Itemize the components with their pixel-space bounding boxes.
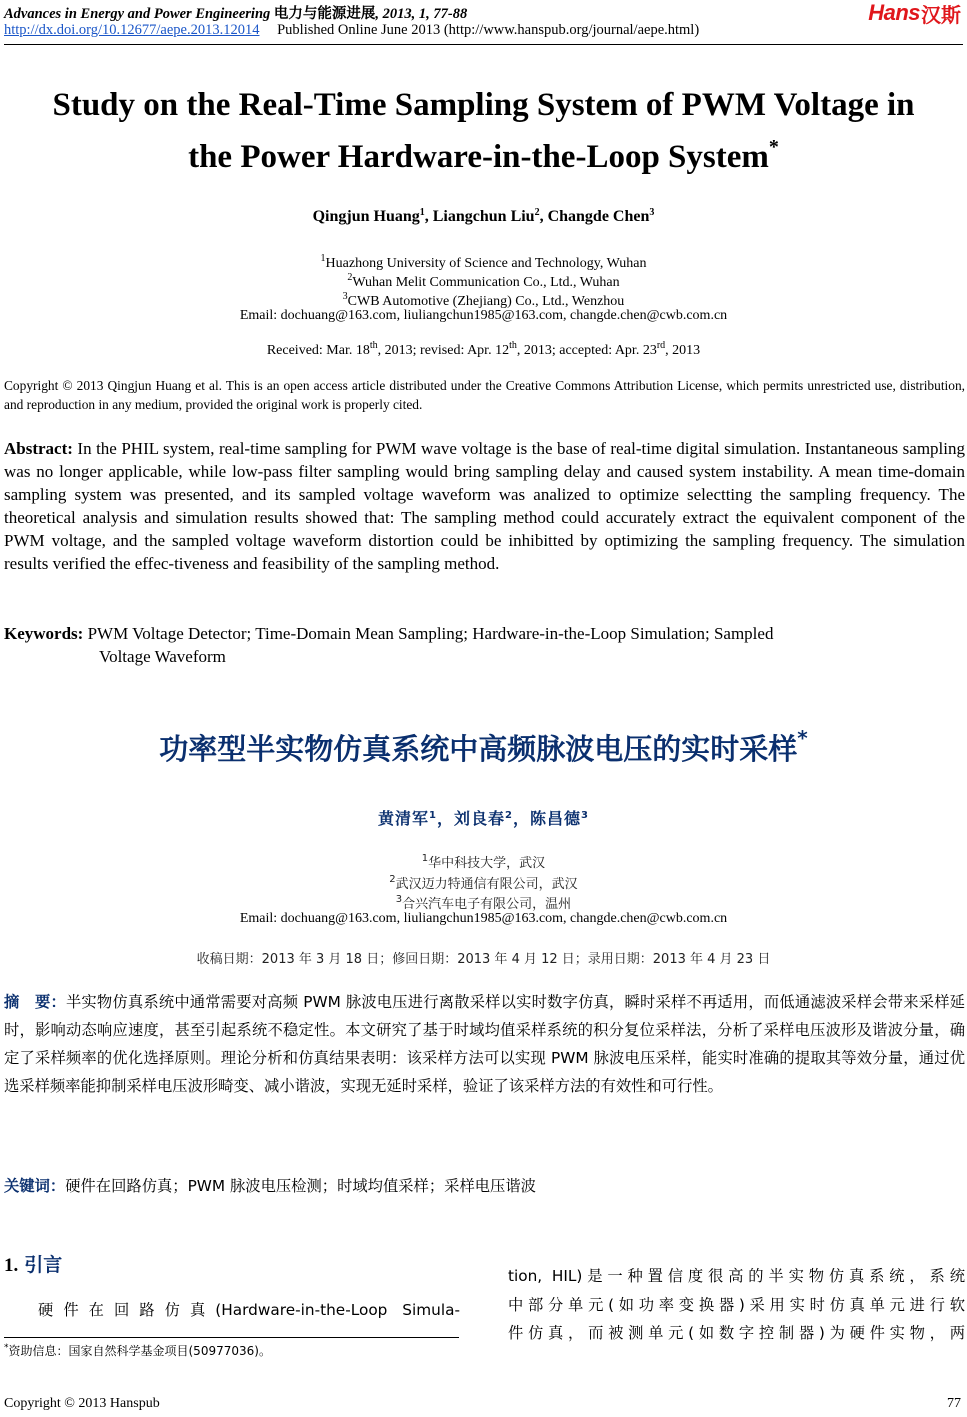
abstract-cn-text: 半实物仿真系统中通常需要对高频 PWM 脉波电压进行离散采样以实时数字仿真，瞬时采样不再适用，而低通滤波采样会带来采样延时，影响动态响应速度，甚至引起系统不稳定性。本文研究了基于时域均值采样系统的积分复位采样法，分析了采样电压波形及谐波分量，确定了采样频率的优化选择原则。理论分析和仿真结果表明：该采样方法可以实现 PWM 脉波电压采样，能实时准确的提取其等效分量，通过优选采样频率能抑制采样电压波形畸变、减小谐波，实现无延时采样，验证了该采样方法的有效性和可行性。 <box>4 993 965 1095</box>
paper-title-cn: 功率型半实物仿真系统中高频脉波电压的实时采样* <box>159 726 808 766</box>
author-1-sup: 1 <box>419 207 425 218</box>
hans-logo-cn: 汉斯 <box>921 2 961 27</box>
intro-right-line-2: 中部分单元(如功率变换器)采用实时仿真单元进行软 <box>508 1295 965 1314</box>
abstract-label: Abstract: <box>4 439 73 458</box>
title-cn-footnote-mark: * <box>797 726 808 750</box>
abstract-text: In the PHIL system, real-time sampling for PWM wave voltage is the base of real-time digital simulation. Instantaneous sampling was no longer applicable, while low-pass filter sampling would bring sampling delay and caused system instability. A mean time-domain sampling system was presented, and its sampled voltage waveform was analized to optimize selectting the sampling frequency. The theoretical analysis and simulation results showed that: The sampling method could accurately extract the equivalent component of the PWM voltage, and the sampled voltage waveform distortion could be inhibitted by optimizing the sampling frequency. The simulation results verified the effec-tiveness and feasibility of the sampling method. <box>4 439 965 573</box>
section-heading-introduction <box>4 1250 62 1277</box>
journal-citation: , 2013, 1, 77-88 <box>375 6 468 22</box>
author-1: Qingjun Huang <box>312 208 420 225</box>
footnote-mark: * <box>4 1343 9 1353</box>
email-cn: Email: dochuang@163.com, liuliangchun1985@163.com, changde.chen@cwb.com.cn <box>239 911 728 926</box>
footer-copyright: Copyright © 2013 Hanspub <box>4 1396 160 1411</box>
author-3: , Changde Chen <box>539 208 650 225</box>
keywords-cn-label: 关键词： <box>4 1177 66 1195</box>
doi-link[interactable]: http://dx.doi.org/10.12677/aepe.2013.12014 <box>4 22 260 38</box>
journal-name: Advances in Energy and Power Engineering <box>4 6 271 22</box>
authors-cn: 黄清军$^1$，刘良春$^2$，陈昌德$^3$ <box>378 809 589 828</box>
header-divider <box>4 44 963 45</box>
received-dates-en: Received: Mar. 18th, 2013; revised: Apr. 12th, 2013; accepted: Apr. 23rd, 2013 <box>266 340 701 358</box>
affiliation-cn-3: $^3$合兴汽车电子有限公司，温州 <box>395 894 572 912</box>
journal-header <box>4 2 467 23</box>
paper-title-en <box>0 84 967 178</box>
author-3-sup: 3 <box>649 207 655 218</box>
intro-paragraph-right <box>508 1262 965 1348</box>
keywords-cn-text: 硬件在回路仿真；PWM 脉波电压检测；时域均值采样；采样电压谐波 <box>65 1177 536 1195</box>
intro-right-line-3: 件仿真，而被测单元(如数字控制器)为硬件实物，两 <box>508 1324 965 1342</box>
keywords-en <box>4 622 965 668</box>
authors-en <box>0 207 967 226</box>
header-links <box>4 22 699 39</box>
affiliation-en-3: $^3$CWB Automotive (Zhejiang) Co., Ltd., Wenzhou <box>342 291 625 309</box>
section-title: 引言 <box>24 1254 63 1276</box>
journal-name-cn: 电力与能源进展 <box>273 6 376 22</box>
page-number: 77 <box>947 1396 961 1411</box>
keywords-label: Keywords: <box>4 624 84 643</box>
keywords-cn <box>4 1172 965 1200</box>
affiliation-en-2: $^2$Wuhan Melit Communication Co., Ltd., Wuhan <box>347 272 620 290</box>
intro-paragraph-left: 硬件在回路仿真(Hardware-in-the-Loop Simula- <box>38 1301 460 1319</box>
funding-footnote <box>4 1342 271 1359</box>
footnote-divider <box>4 1337 459 1338</box>
affiliation-en-1: $^1$Huazhong University of Science and Technology, Wuhan <box>320 253 647 271</box>
hans-logo-text: Hans <box>868 0 920 25</box>
footnote-text: 资助信息：国家自然科学基金项目(50977036)。 <box>8 1344 271 1358</box>
abstract-cn <box>4 988 965 1100</box>
affiliation-cn-2: $^2$武汉迈力特通信有限公司，武汉 <box>389 874 578 892</box>
copyright-notice: Copyright © 2013 Qingjun Huang et al. This is an open access article distributed under the Creative Commons Attribution License, which permits unrestricted use, distribution, and reproduction in any medium, provided the original work is properly cited. <box>4 378 965 412</box>
published-online: Published Online June 2013 (http://www.hanspub.org/journal/aepe.html) <box>277 22 700 38</box>
section-number: 1. <box>4 1255 19 1276</box>
keywords-line-1: PWM Voltage Detector; Time-Domain Mean Sampling; Hardware-in-the-Loop Simulation; Sampled <box>83 624 774 643</box>
author-2: , Liangchun Liu <box>424 208 535 225</box>
email-en: Email: dochuang@163.com, liuliangchun1985@163.com, changde.chen@cwb.com.cn <box>239 308 728 323</box>
abstract-en <box>4 437 965 575</box>
abstract-cn-label: 摘 要： <box>4 993 66 1011</box>
title-line-2: the Power Hardware-in-the-Loop System <box>188 139 769 175</box>
affiliation-cn-1: $^1$华中科技大学，武汉 <box>421 853 546 871</box>
keywords-line-2: Voltage Waveform <box>99 647 226 666</box>
hans-logo <box>868 1 961 25</box>
intro-right-line-1: tion, HIL)是一种置信度很高的半实物仿真系统，系统 <box>508 1267 965 1285</box>
title-footnote-mark: * <box>768 136 779 158</box>
author-2-sup: 2 <box>534 207 540 218</box>
received-dates-cn: 收稿日期：2013 年 3 月 18 日；修回日期：2013 年 4 月 12 日；录用日期：2013 年 4 月 23 日 <box>196 952 771 967</box>
title-line-1: Study on the Real-Time Sampling System of PWM Voltage in <box>52 87 915 123</box>
